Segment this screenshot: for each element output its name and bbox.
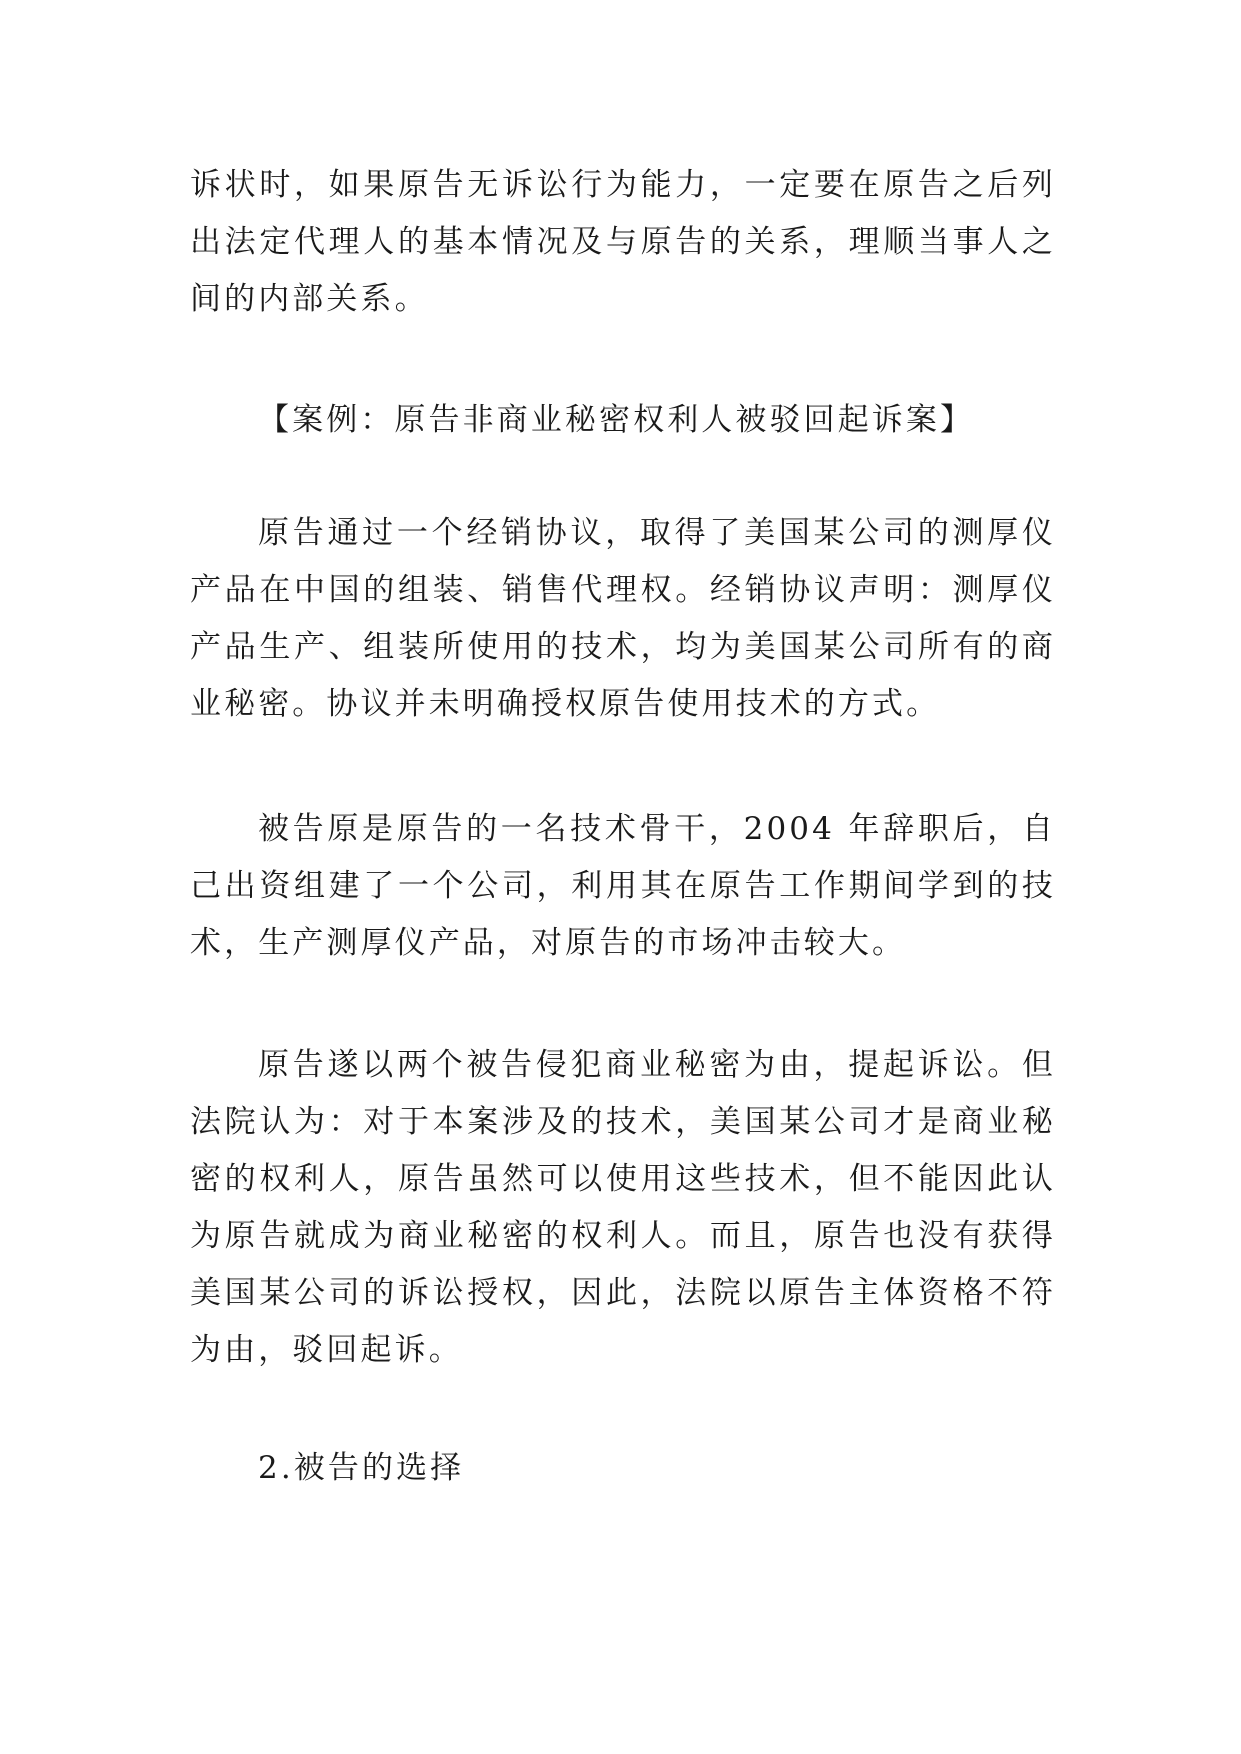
case-heading: 【案例：原告非商业秘密权利人被驳回起诉案】 [258,402,975,438]
case-paragraph-defendant: 被告原是原告的一名技术骨干，2004 年辞职后，自己出资组建了一个公司，利用其在原告工作期间学到的技术，生产测厚仪产品，对原告的市场冲击较大。 [190,811,1056,961]
section-subheading: 2.被告的选择 [258,1450,465,1486]
case-paragraph-agreement: 原告通过一个经销协议，取得了美国某公司的测厚仪产品在中国的组装、销售代理权。经销协议声明：测厚仪产品生产、组装所使用的技术，均为美国某公司所有的商业秘密。协议并未明确授权原告使用技术的方式。 [190,515,1056,722]
paragraph-continued: 诉状时，如果原告无诉讼行为能力，一定要在原告之后列出法定代理人的基本情况及与原告的关系，理顺当事人之间的内部关系。 [190,167,1056,317]
case-paragraph-ruling: 原告遂以两个被告侵犯商业秘密为由，提起诉讼。但法院认为：对于本案涉及的技术，美国某公司才是商业秘密的权利人，原告虽然可以使用这些技术，但不能因此认为原告就成为商业秘密的权利人。而且，原告也没有获得美国某公司的诉讼授权，因此，法院以原告主体资格不符为由，驳回起诉。 [190,1047,1056,1368]
